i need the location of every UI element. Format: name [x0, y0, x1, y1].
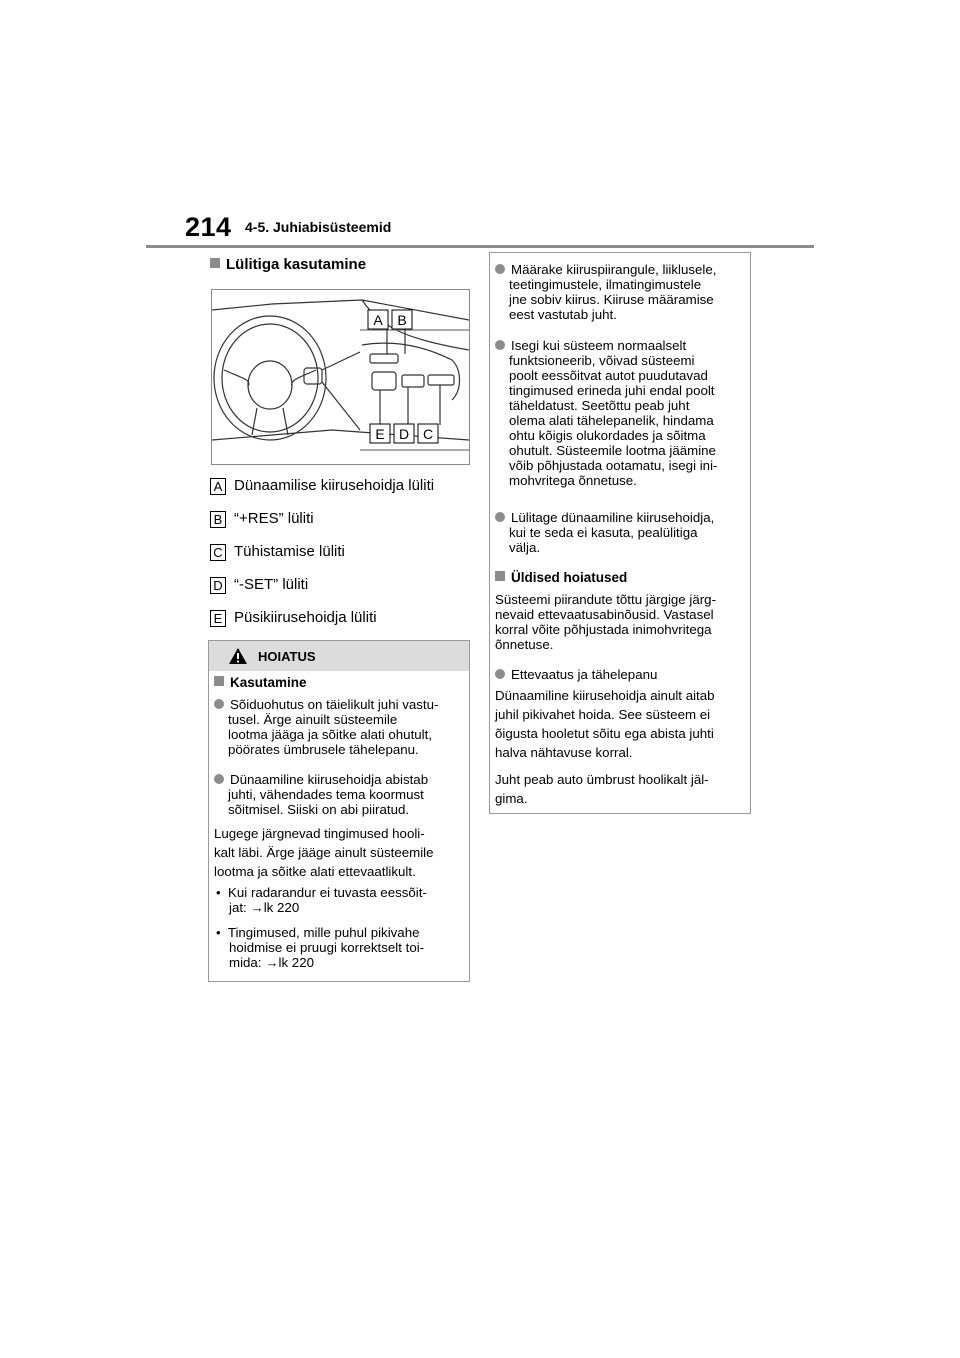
label-item-b: B “+RES” lüliti: [210, 510, 314, 528]
steering-wheel-figure: [211, 289, 470, 465]
right-bullet-1: Määrake kiiruspiirangule, liiklusele, teetingimustele, ilmatingimustele jne sobiv kiirus. Kiiruse määramise eest vastutab juht.: [495, 262, 745, 322]
warning-header: [209, 641, 469, 671]
section-title: 4-5. Juhiabisüsteemid: [245, 219, 392, 235]
right-bullet-4: Ettevaatus ja tähelepanu: [495, 667, 745, 682]
warning-bullet-1: Sõiduohutus on täielikult juhi vastu- tusel. Ärge ainuilt süsteemile lootma jääga ja sõitke alati ohutult, pöörates ümbrusele tähelepanu.: [214, 697, 464, 757]
round-bullet-icon: [214, 699, 224, 709]
square-bullet-icon: [214, 676, 224, 686]
right-bullet-3: Lülitage dünaamiline kiirusehoidja, kui te seda ei kasuta, pealülitiga välja.: [495, 510, 745, 555]
right-paragraph-1: Süsteemi piirandute tõttu järgige järg- nevaid ettevaatusabinõusid. Vastasel korral võite põhjustada inimohvritega õnnetuse.: [495, 592, 716, 652]
figure-letter-b: B: [397, 312, 407, 328]
steering-wheel-illustration: [212, 290, 469, 464]
warning-title: HOIATUS: [258, 649, 316, 664]
letter-box: A: [210, 478, 226, 495]
figure-letter-d: D: [398, 426, 410, 442]
warning-triangle-icon: [228, 647, 248, 665]
switch-usage-heading: Lülitiga kasutamine: [210, 256, 366, 273]
page-number: 214: [185, 212, 232, 242]
warning-item-1: • Kui radarandur ei tuvasta eessõit- jat: →lk 220: [216, 885, 427, 915]
warning-paragraph: Lugege järgnevad tingimused hooli- kalt läbi. Ärge jääge ainult süsteemile lootma ja sõitke alati ettevaatlikult.: [214, 826, 434, 879]
square-bullet-icon: [495, 571, 505, 581]
letter-box: C: [210, 544, 226, 561]
figure-letter-a: A: [373, 312, 383, 328]
warning-subheading: Kasutamine: [214, 675, 307, 690]
warning-item-2: • Tingimused, mille puhul pikivahe hoidmise ei pruugi korrektselt toi- mida: →lk 220: [216, 925, 425, 970]
general-warnings-heading: Üldised hoiatused: [495, 570, 627, 585]
figure-letter-c: C: [422, 426, 434, 442]
round-bullet-icon: [214, 774, 224, 784]
label-item-a: A Dünaamilise kiirusehoidja lüliti: [210, 477, 434, 495]
label-item-d: D “-SET” lüliti: [210, 576, 308, 594]
square-bullet-icon: [210, 258, 220, 268]
label-item-e: E Püsikiirusehoidja lüliti: [210, 609, 377, 627]
label-item-c: C Tühistamise lüliti: [210, 543, 345, 561]
figure-letter-e: E: [375, 426, 385, 442]
letter-box: E: [210, 610, 226, 627]
round-bullet-icon: [495, 340, 505, 350]
header-rule: [146, 245, 814, 248]
right-paragraph-3: Juht peab auto ümbrust hoolikalt jäl- gima.: [495, 772, 709, 806]
warning-bullet-2: Dünaamiline kiirusehoidja abistab juhti, vähendades tema koormust sõitmisel. Siiski on abi piiratud.: [214, 772, 464, 817]
right-paragraph-2: Dünaamiline kiirusehoidja ainult aitab juhil pikivahet hoida. See süsteem ei õigusta hooletut sõitu ega abista juhti halva nähtavuse korral.: [495, 688, 715, 760]
round-bullet-icon: [495, 669, 505, 679]
round-bullet-icon: [495, 512, 505, 522]
round-bullet-icon: [495, 264, 505, 274]
letter-box: B: [210, 511, 226, 528]
letter-box: D: [210, 577, 226, 594]
right-bullet-2: Isegi kui süsteem normaalselt funktsioneerib, võivad süsteemi poolt eessõitvat autot puudutavad tingimused erineda juhi endal poolt täheldatust. Seetõttu peab juht olema alati tähelepanelik, hindama ohtu kõigis olukordades ja sõitma ohutult. Süsteemile lootma jäämine võib põhjustada ootamatu, isegi ini- mohvritega õnnetuse.: [495, 338, 745, 488]
